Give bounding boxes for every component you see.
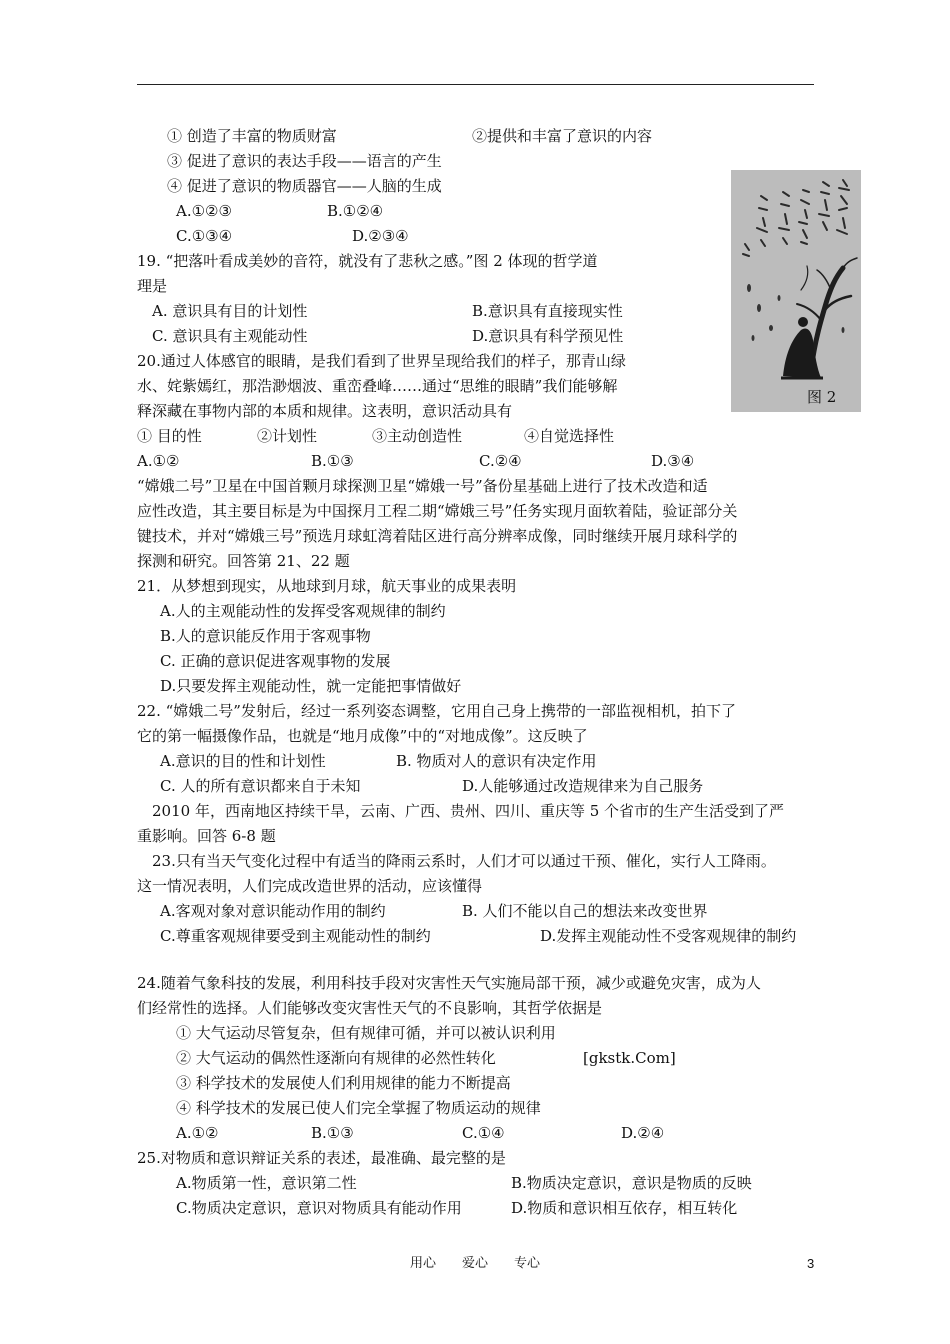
q25-option-a: A.物质第一性，意识第二性: [176, 1174, 357, 1192]
q19-stem: 19. “把落叶看成美妙的音符，就没有了悲秋之感。”图 2 体现的哲学道: [137, 252, 598, 270]
ink-painting-image: [731, 170, 861, 412]
q20-statement-1: ① 目的性: [137, 427, 202, 445]
q20-option-c: C.②④: [479, 452, 522, 470]
q18-option-d: D.②③④: [352, 227, 409, 245]
q24-stem-1: 24.随着气象科技的发展，利用科技手段对灾害性天气实施局部干预，减少或避免灾害，成为人: [137, 974, 761, 992]
q25-stem: 25.对物质和意识辩证关系的表述，最准确、最完整的是: [137, 1149, 506, 1167]
q23-option-d: D.发挥主观能动性不受客观规律的制约: [540, 927, 797, 945]
q21-option-c: C. 正确的意识促进客观事物的发展: [160, 652, 391, 670]
intro-21-22-line-2: 应性改造，其主要目标是为中国探月工程二期“嫦娥三号”任务实现月面软着陆，验证部分关: [137, 502, 738, 520]
intro-21-22-line-1: “嫦娥二号”卫星在中国首颗月球探测卫星“嫦娥一号”备份星基础上进行了技术改造和适: [137, 477, 708, 495]
q25-option-b: B.物质决定意识，意识是物质的反映: [511, 1174, 752, 1192]
q23-option-c: C.尊重客观规律要受到主观能动性的制约: [160, 927, 431, 945]
q19-stem-cont: 理是: [137, 277, 168, 295]
q22-stem-1: 22. “嫦娥二号”发射后，经过一系列姿态调整，它用自己身上携带的一部监视相机，拍下了: [137, 702, 736, 720]
q20-statement-3: ③主动创造性: [372, 427, 463, 445]
q20-statement-2: ②计划性: [257, 427, 318, 445]
q20-option-d: D.③④: [651, 452, 695, 470]
q20-option-a: A.①②: [137, 452, 180, 470]
q18-option-b: B.①②④: [327, 202, 384, 220]
q23-option-a: A.客观对象对意识能动作用的制约: [160, 902, 386, 920]
q20-option-b: B.①③: [311, 452, 354, 470]
q18-statement-3: ③ 促进了意识的表达手段——语言的产生: [167, 152, 442, 170]
q22-stem-2: 它的第一幅摄像作品，也就是“地月成像”中的“对地成像”。这反映了: [137, 727, 588, 745]
figure-2-illustration: [731, 170, 861, 412]
q19-option-a: A. 意识具有目的计划性: [152, 302, 308, 320]
footer-motto: 用心 爱心 专心: [409, 1256, 540, 1271]
watermark-text: [gkstk.Com]: [583, 1049, 676, 1067]
q22-option-c: C. 人的所有意识都来自于未知: [160, 777, 361, 795]
q23-stem-2: 这一情况表明，人们完成改造世界的活动，应该懂得: [137, 877, 483, 895]
q18-statement-4: ④ 促进了意识的物质器官——人脑的生成: [167, 177, 442, 195]
intro-6-8-line-2: 重影响。回答 6-8 题: [137, 827, 276, 845]
q22-option-b: B. 物质对人的意识有决定作用: [396, 752, 597, 770]
q24-statement-1: ① 大气运动尽管复杂，但有规律可循，并可以被认识利用: [176, 1024, 556, 1042]
q18-statement-2: ②提供和丰富了意识的内容: [472, 127, 653, 145]
q24-stem-2: 们经常性的选择。人们能够改变灾害性天气的不良影响，其哲学依据是: [137, 999, 603, 1017]
q22-option-a: A.意识的目的性和计划性: [160, 752, 326, 770]
q24-option-b: B.①③: [311, 1124, 354, 1142]
q24-statement-2: ② 大气运动的偶然性逐渐向有规律的必然性转化: [176, 1049, 496, 1067]
q19-option-c: C. 意识具有主观能动性: [152, 327, 308, 345]
page-number: 3: [807, 1256, 815, 1271]
q18-statement-1: ① 创造了丰富的物质财富: [167, 127, 337, 145]
q25-option-c: C.物质决定意识，意识对物质具有能动作用: [176, 1199, 462, 1217]
q20-stem-1: 20.通过人体感官的眼睛，是我们看到了世界呈现给我们的样子，那青山绿: [137, 352, 626, 370]
q21-option-a: A.人的主观能动性的发挥受客观规律的制约: [160, 602, 446, 620]
q20-stem-3: 释深藏在事物内部的本质和规律。这表明，意识活动具有: [137, 402, 513, 420]
q21-stem: 21．从梦想到现实，从地球到月球，航天事业的成果表明: [137, 577, 517, 595]
q24-option-c: C.①④: [462, 1124, 505, 1142]
q24-statement-3: ③ 科学技术的发展使人们利用规律的能力不断提高: [176, 1074, 511, 1092]
q24-option-a: A.①②: [176, 1124, 219, 1142]
q22-option-d: D.人能够通过改造规律来为自己服务: [462, 777, 704, 795]
q23-option-b: B. 人们不能以自己的想法来改变世界: [462, 902, 708, 920]
figure-2-caption: 图 2: [807, 388, 837, 406]
q24-statement-4: ④ 科学技术的发展已使人们完全掌握了物质运动的规律: [176, 1099, 541, 1117]
q23-stem-1: 23.只有当天气变化过程中有适当的降雨云系时，人们才可以通过干预、催化，实行人工降雨。: [152, 852, 776, 870]
q24-option-d: D.②④: [621, 1124, 665, 1142]
q20-stem-2: 水、姹紫嫣红，那浩渺烟波、重峦叠峰……通过“思维的眼睛”我们能够解: [137, 377, 618, 395]
intro-21-22-line-4: 探测和研究。回答第 21、22 题: [137, 552, 350, 570]
q21-option-d: D.只要发挥主观能动性，就一定能把事情做好: [160, 677, 462, 695]
intro-21-22-line-3: 键技术，并对“嫦娥三号”预选月球虹湾着陆区进行高分辨率成像，同时继续开展月球科学的: [137, 527, 738, 545]
q20-statement-4: ④自觉选择性: [524, 427, 615, 445]
header-rule: [137, 84, 814, 85]
q18-option-c: C.①③④: [176, 227, 233, 245]
q25-option-d: D.物质和意识相互依存，相互转化: [511, 1199, 738, 1217]
q19-option-d: D.意识具有科学预见性: [472, 327, 624, 345]
intro-6-8-line-1: 2010 年，西南地区持续干旱，云南、广西、贵州、四川、重庆等 5 个省市的生产生活受到了严: [152, 802, 785, 820]
q21-option-b: B.人的意识能反作用于客观事物: [160, 627, 371, 645]
q18-option-a: A.①②③: [176, 202, 232, 220]
q19-option-b: B.意识具有直接现实性: [472, 302, 623, 320]
